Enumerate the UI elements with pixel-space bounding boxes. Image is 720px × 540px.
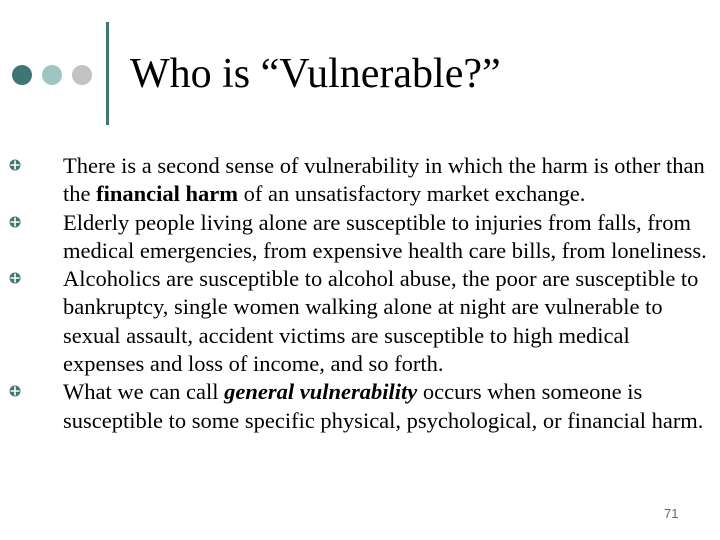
bullet-item — [49, 152, 709, 209]
title-divider-line — [106, 22, 109, 125]
light-teal-dot — [42, 65, 62, 85]
page-number: 71 — [664, 506, 679, 521]
bullet-item — [49, 209, 709, 266]
dark-teal-dot — [12, 65, 32, 85]
circle-cross-bullet-icon — [9, 385, 21, 397]
bullet-text: Alcoholics are susceptible to alcohol abuse, the poor are susceptible to bankruptcy, single women walking alone at night are vulnerable to sexual assault, accident victims are susceptible to high medical expenses and loss of income, and so forth. — [63, 266, 699, 377]
bullet-text: Elderly people living alone are susceptible to injuries from falls, from medical emergencies, from expensive health care bills, from loneliness. — [63, 209, 707, 263]
bullet-text: What we can call — [63, 379, 225, 405]
slide-title: Who is “Vulnerable?” — [130, 51, 501, 97]
gray-dot — [72, 65, 92, 85]
bullet-text: There is a second sense of vulnerability in which the harm is other than the — [63, 153, 705, 207]
bullet-bold-text: financial harm — [96, 181, 239, 207]
bullet-item — [49, 265, 709, 378]
circle-cross-bullet-icon — [9, 272, 21, 284]
bullet-text: of an unsatisfactory market exchange. — [238, 181, 586, 207]
circle-cross-bullet-icon — [9, 216, 21, 228]
bullet-emphasis-text: general vulnerability — [224, 379, 418, 405]
circle-cross-bullet-icon — [9, 159, 21, 171]
bullet-list — [49, 152, 709, 435]
bullet-text: occurs when someone is susceptible to some specific physical, psychological, or financial harm. — [63, 379, 704, 433]
bullet-item — [49, 378, 709, 435]
